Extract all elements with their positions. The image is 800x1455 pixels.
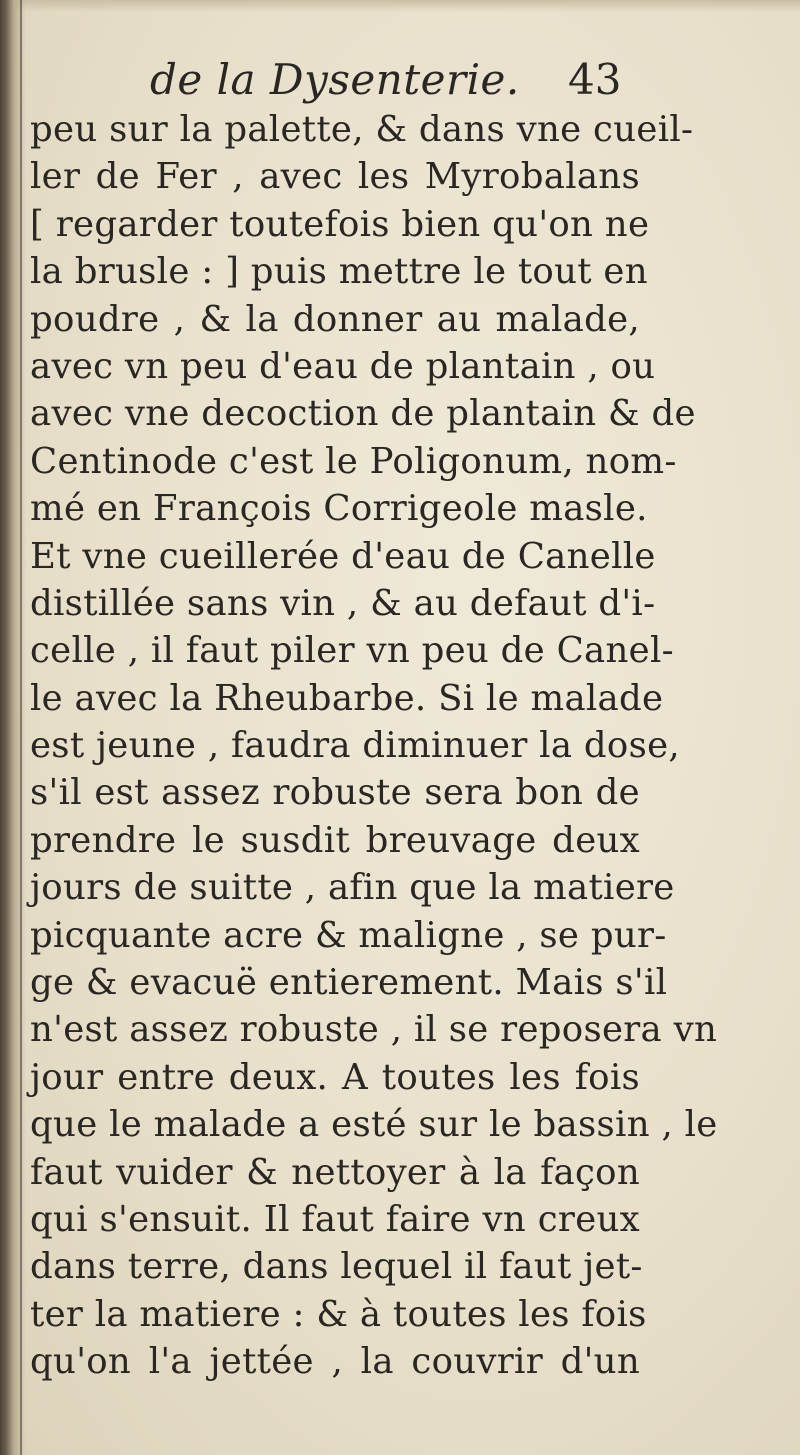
text-line: [ regarder toutefois bien qu'on ne [30, 203, 650, 245]
text-line: qui s'ensuit. Il faut faire vn creux [30, 1198, 640, 1240]
text-line: celle , il faut piler vn peu de Canel- [30, 630, 674, 672]
text-line: qu'on l'a jettée , la couvrir d'un [30, 1341, 640, 1383]
text-line: avec vn peu d'eau de plantain , ou [30, 345, 656, 387]
text-line: dans terre, dans lequel il faut jet- [30, 1246, 643, 1288]
page-header [0, 52, 800, 108]
text-line: Et vne cueillerée d'eau de Canelle [30, 535, 656, 577]
text-line: le avec la Rheubarbe. Si le malade [30, 677, 664, 719]
text-line: distillée sans vin , & au defaut d'i- [30, 582, 656, 624]
text-line: prendre le susdit breuvage deux [30, 819, 640, 861]
text-line: ter la matiere : & à toutes les fois [30, 1293, 647, 1335]
page-top-edge [0, 0, 800, 12]
text-line: Centinode c'est le Poligonum, nom- [30, 440, 677, 482]
text-line: picquante acre & maligne , se pur- [30, 914, 667, 956]
text-line: ler de Fer , avec les Myrobalans [30, 156, 640, 198]
text-line: faut vuider & nettoyer à la façon [30, 1151, 640, 1193]
text-line: n'est assez robuste , il se reposera vn [30, 1009, 718, 1051]
text-line: que le malade a esté sur le bassin , le [30, 1104, 718, 1146]
text-line: s'il est assez robuste sera bon de [30, 772, 640, 814]
text-line: jour entre deux. A toutes les fois [30, 1056, 640, 1098]
binding-line [20, 0, 22, 1455]
text-line: est jeune , faudra diminuer la dose, [30, 725, 680, 767]
body-text [30, 106, 718, 1386]
text-line: avec vne decoction de plantain & de [30, 393, 696, 435]
text-line: ge & evacuë entierement. Mais s'il [30, 962, 668, 1004]
text-line: jours de suitte , afin que la matiere [30, 867, 675, 909]
text-line: mé en François Corrigeole masle. [30, 488, 648, 530]
page-number: 43 [568, 55, 622, 104]
binding-gutter [0, 0, 26, 1455]
text-line: peu sur la palette, & dans vne cueil- [30, 109, 694, 150]
text-line: poudre , & la donner au malade, [30, 298, 640, 340]
running-title: de la Dysenterie. [150, 55, 520, 104]
text-line: la brusle : ] puis mettre le tout en [30, 251, 648, 293]
